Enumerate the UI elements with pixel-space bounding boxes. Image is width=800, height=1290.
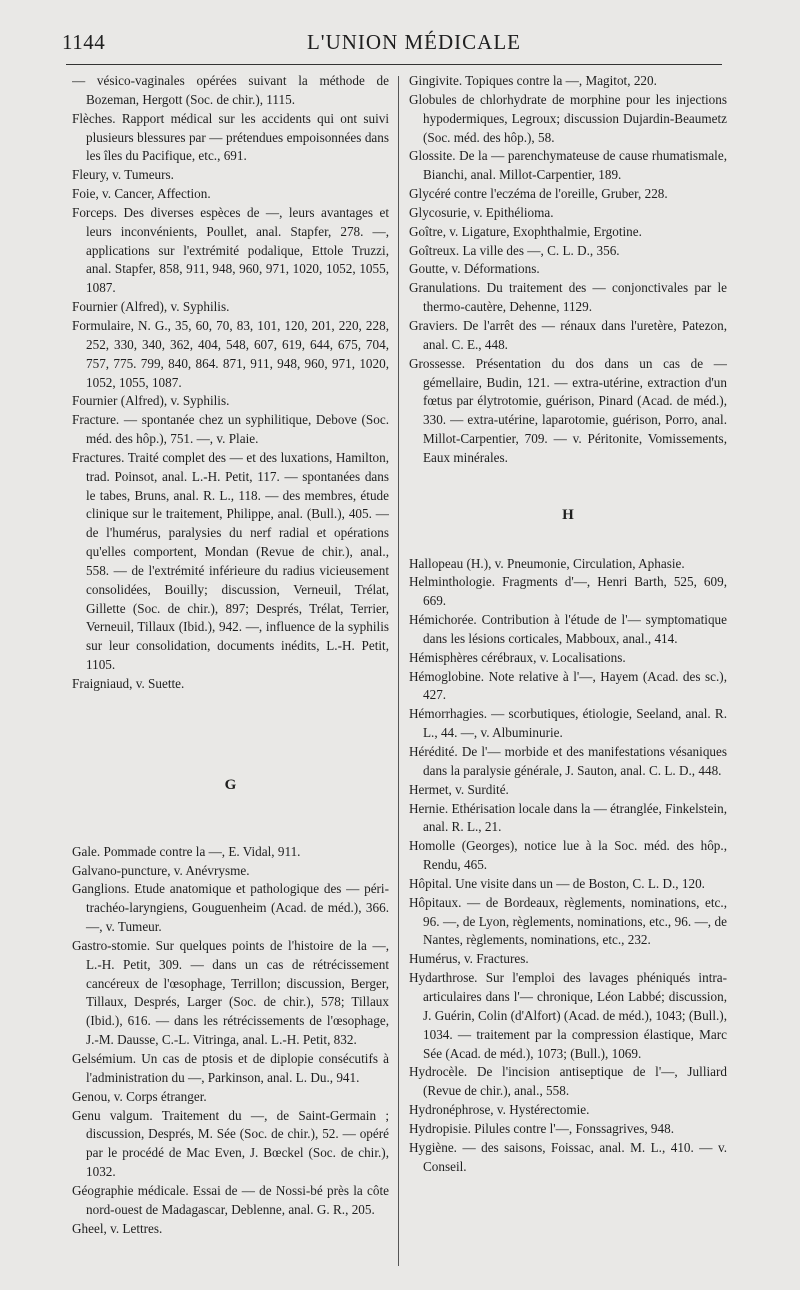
index-entry: Goîtreux. La ville des —, C. L. D., 356.: [409, 242, 620, 258]
index-entry: Glycosurie, v. Epithélioma.: [409, 204, 554, 220]
index-entry: Grossesse. Présentation du dos dans un cas de — gémellaire, Budin, 121. — extra-utérine, extraction d'un fœtus par élytrotomie, guérison, Pinard (Acad. de méd.), 330. — extra-utérine, laparotomie, guérison, Porro, anal. Millot-Carpentier, 709. — v. Péritonite, Vomissements, Eaux minérales.: [409, 355, 727, 465]
index-entry: Hydrocèle. De l'incision antiseptique de l'—, Julliard (Revue de chir.), anal., 558.: [409, 1064, 727, 1099]
index-entry: Fractures. Traité complet des — et des luxations, Hamilton, trad. Poinsot, anal. L.-H. Petit, 117. — spontanées dans le tabes, Bruns, anal. R. L., 118. — des membres, étude clinique sur le traitement, Philippe, anal. (Bull.), 405. — de l'humérus, paralysies du nerf radial et opérations qu'elles comportent, Mondan (Revue de chir.), anal., 558. — de l'extrémité inférieure du radius vicieusement consolidées, Bouilly; discussion, Verneuil, Trélat, Gillette (Soc. de chir.), 897; Després, Trélat, Terrier, Verneuil, Tillaux (Ibid.), 942. —, influence de la syphilis sur leur consolidation, documents inédits, L.-H. Petit, 1105.: [72, 449, 389, 673]
index-entry: Hôpital. Une visite dans un — de Boston, C. L. D., 120.: [409, 875, 705, 891]
index-entry: Hygiène. — des saisons, Foissac, anal. M. L., 410. — v. Conseil.: [409, 1139, 727, 1174]
index-entry: Helminthologie. Fragments d'—, Henri Barth, 525, 609, 669.: [409, 574, 727, 609]
index-entry: Glossite. De la — parenchymateuse de cause rhumatismale, Bianchi, anal. Millot-Carpentier, 189.: [409, 148, 727, 183]
index-entry: Goître, v. Ligature, Exophthalmie, Ergotine.: [409, 223, 642, 239]
index-entry: Hémichorée. Contribution à l'étude de l'— symptomatique dans les lésions corticales, Mabboux, anal., 414.: [409, 612, 727, 646]
index-entry: Gheel, v. Lettres.: [72, 1220, 163, 1236]
index-entry: Glycéré contre l'eczéma de l'oreille, Gruber, 228.: [409, 186, 668, 202]
index-entry: Hydropisie. Pilules contre l'—, Fonssagrives, 948.: [409, 1120, 675, 1136]
index-entry: Humérus, v. Fractures.: [409, 951, 529, 967]
left-column: [72, 72, 389, 1277]
column-divider: [398, 76, 399, 1266]
index-entry: Hermet, v. Surdité.: [409, 781, 509, 797]
index-entry: Gastro-stomie. Sur quelques points de l'histoire de la —, L.-H. Petit, 309. — dans un cas de rétrécissement cancéreux de l'œsophage, Terrillon; discussion, Berger, Tillaux, Després, Larger (Soc. de chir.), 578; Tillaux (Ibid.), 616. — dans les rétrécissements de l'œsophage, J.-M. Dausse, C.-L. Vitringa, anal. L.-H. Petit, 832.: [72, 937, 389, 1048]
page-number: 1144: [62, 30, 106, 54]
index-entry: Hernie. Ethérisation locale dans la — étranglée, Finkelstein, anal. R. L., 21.: [409, 800, 727, 835]
index-entry: Globules de chlorhydrate de morphine pour les injections hypodermiques, Legroux; discussion Dujardin-Beaumetz (Soc. méd. des hôp.), 58.: [409, 91, 727, 145]
index-entry: Fraigniaud, v. Suette.: [72, 676, 185, 691]
index-entry: Hydarthrose. Sur l'emploi des lavages phéniqués intra-articulaires dans l'— chronique, Léon Labbé; discussion, J. Guérin, Colin (d'Alfort) (Acad. de méd.), 1043; (Bull.), 1034. — traitement par la compression élastique, Marc Sée (Acad. de méd.), 1073; (Bull.), 1069.: [409, 970, 727, 1061]
index-entry: — vésico-vaginales opérées suivant la méthode de Bozeman, Hergott (Soc. de chir.), 1115.: [72, 73, 389, 107]
entries-f: [72, 72, 389, 694]
index-entry: Fleury, v. Tumeurs.: [72, 167, 174, 183]
index-entry: Granulations. Du traitement des — conjonctivales par le thermo-cautère, Dehenne, 1129.: [409, 280, 727, 315]
entries-g: [72, 843, 389, 1239]
index-entry: Hémorrhagies. — scorbutiques, étiologie, Seeland, anal. R. L., 44. —, v. Albuminurie.: [409, 706, 727, 741]
index-entry: Galvano-puncture, v. Anévrysme.: [72, 862, 250, 878]
index-entry: Fracture. — spontanée chez un syphilitique, Debove (Soc. méd. des hôp.), 751. —, v. Plaie.: [72, 412, 389, 447]
right-column: [409, 72, 727, 1277]
index-entry: Gale. Pommade contre la —, E. Vidal, 911.: [72, 843, 301, 859]
index-entry: Hallopeau (H.), v. Pneumonie, Circulation, Aphasie.: [409, 555, 685, 571]
index-entry: Ganglions. Etude anatomique et pathologique des — péri-trachéo-laryngiens, Gouguenheim (Acad. de méd.), 366. —, v. Tumeur.: [72, 881, 389, 935]
index-entry: Hérédité. De l'— morbide et des manifestations vésaniques dans la paralysie générale, J. Sauton, anal. C. L. D., 448.: [409, 744, 727, 778]
index-entry: Hémoglobine. Note relative à l'—, Hayem (Acad. des sc.), 427.: [409, 668, 727, 703]
index-entry: Gingivite. Topiques contre la —, Magitot, 220.: [409, 73, 657, 88]
header-rule: [66, 64, 722, 65]
index-entry: Formulaire, N. G., 35, 60, 70, 83, 101, 120, 201, 220, 228, 252, 330, 340, 362, 404, 548, 607, 619, 644, 675, 704, 757, 775. 799, 840, 864. 871, 911, 948, 960, 971, 1020, 1052, 1055, 1087.: [72, 317, 389, 390]
section-letter-g: G: [224, 776, 237, 793]
index-entry: Genu valgum. Traitement du —, de Saint-Germain ; discussion, Després, M. Sée (Soc. de chir.), 52. — opéré par le procédé de Mac Even, J. Bœckel (Soc. de chir.), 1032.: [72, 1107, 389, 1180]
index-entry: Homolle (Georges), notice lue à la Soc. méd. des hôp., Rendu, 465.: [409, 838, 727, 873]
index-entry: Hydronéphrose, v. Hystérectomie.: [409, 1102, 590, 1118]
index-entry: Gelsémium. Un cas de ptosis et de diplopie consécutifs à l'administration du —, Parkinson, anal. L. Du., 941.: [72, 1050, 389, 1085]
entries-h: [409, 555, 727, 1177]
index-entry: Forceps. Des diverses espèces de —, leurs avantages et leurs inconvénients, Poullet, anal. Stapfer, 278. —, applications sur l'extrémité podalique, Ettole Truzzi, anal. Stapfer, 858, 911, 948, 960, 971, 1020, 1052, 1055, 1087.: [72, 204, 389, 296]
index-entry: Goutte, v. Déformations.: [409, 261, 540, 277]
index-entry: Graviers. De l'arrêt des — rénaux dans l'uretère, Patezon, anal. C. E., 448.: [409, 317, 727, 352]
index-entry: Fournier (Alfred), v. Syphilis.: [72, 299, 230, 315]
index-entry: Foie, v. Cancer, Affection.: [72, 186, 211, 202]
running-header: [62, 22, 766, 62]
journal-title: L'UNION MÉDICALE: [306, 30, 521, 54]
index-entry: Genou, v. Corps étranger.: [72, 1088, 207, 1104]
entries-g-continued: [409, 72, 727, 468]
index-entry: Géographie médicale. Essai de — de Nossi-bé près la côte nord-ouest de Madagascar, Deblenne, anal. G. R., 205.: [72, 1182, 389, 1217]
index-entry: Fournier (Alfred), v. Syphilis.: [72, 393, 230, 409]
index-entry: Hôpitaux. — de Bordeaux, règlements, nominations, etc., 96. —, de Lyon, règlements, nominations, etc., 96. —, de Nantes, règlements, nominations, etc., 232.: [409, 894, 727, 948]
index-entry: Flèches. Rapport médical sur les accidents qui ont suivi plusieurs blessures par — prétendues empoisonnées dans les îles du Pacifique, etc., 691.: [72, 110, 389, 164]
index-entry: Hémisphères cérébraux, v. Localisations.: [409, 649, 626, 665]
section-letter-h: H: [562, 506, 574, 523]
